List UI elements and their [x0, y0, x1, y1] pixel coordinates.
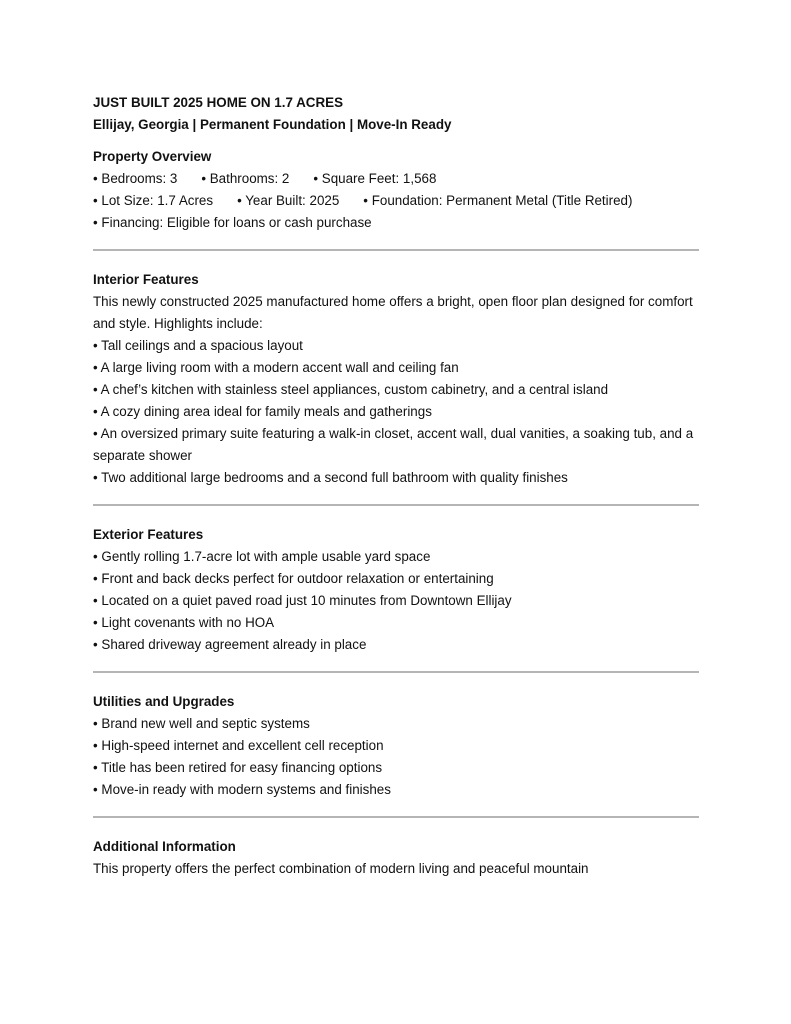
overview-year-built: • Year Built: 2025 — [237, 193, 340, 208]
overview-row — [93, 190, 699, 212]
list-item: • An oversized primary suite featuring a walk-in closet, accent wall, dual vanities, a soaking tub, and a separate shower — [93, 426, 694, 463]
list-item: • A chef’s kitchen with stainless steel appliances, custom cabinetry, and a central island — [93, 382, 609, 397]
list-item: • Two additional large bedrooms and a second full bathroom with quality finishes — [93, 470, 568, 485]
list-item: • Light covenants with no HOA — [93, 615, 275, 630]
list-item: • A cozy dining area ideal for family meals and gatherings — [93, 404, 432, 419]
section-divider — [93, 249, 699, 251]
section-divider — [93, 671, 699, 673]
section-additional-information — [93, 836, 699, 880]
section-exterior-features — [93, 524, 699, 656]
section-heading: Exterior Features — [93, 527, 204, 542]
overview-financing: • Financing: Eligible for loans or cash purchase — [93, 215, 372, 230]
listing-subtitle: Ellijay, Georgia | Permanent Foundation | Move-In Ready — [93, 117, 452, 132]
section-divider — [93, 816, 699, 818]
list-item: • Front and back decks perfect for outdoor relaxation or entertaining — [93, 571, 494, 586]
section-interior-features — [93, 269, 699, 489]
interior-intro: This newly constructed 2025 manufactured home offers a bright, open floor plan designed for comfort and style. Highlights include: — [93, 294, 693, 331]
section-utilities-upgrades — [93, 691, 699, 801]
listing-title: JUST BUILT 2025 HOME ON 1.7 ACRES — [93, 95, 344, 110]
list-item: • Shared driveway agreement already in place — [93, 637, 367, 652]
overview-row — [93, 168, 699, 190]
list-item: • High-speed internet and excellent cell reception — [93, 738, 384, 753]
list-item: • Brand new well and septic systems — [93, 716, 310, 731]
overview-square-feet: • Square Feet: 1,568 — [313, 171, 437, 186]
section-property-overview — [93, 146, 699, 234]
list-item: • Tall ceilings and a spacious layout — [93, 338, 303, 353]
section-heading: Interior Features — [93, 272, 199, 287]
list-item: • Title has been retired for easy financing options — [93, 760, 383, 775]
overview-lot-size: • Lot Size: 1.7 Acres — [93, 193, 214, 208]
list-item: • A large living room with a modern accent wall and ceiling fan — [93, 360, 459, 375]
overview-foundation: • Foundation: Permanent Metal (Title Retired) — [363, 193, 633, 208]
section-heading: Utilities and Upgrades — [93, 694, 235, 709]
document-page — [93, 92, 699, 880]
section-heading: Property Overview — [93, 149, 212, 164]
overview-bathrooms: • Bathrooms: 2 — [201, 171, 290, 186]
overview-bedrooms: • Bedrooms: 3 — [93, 171, 178, 186]
section-divider — [93, 504, 699, 506]
additional-text: This property offers the perfect combination of modern living and peaceful mountain — [93, 861, 589, 876]
list-item: • Located on a quiet paved road just 10 minutes from Downtown Ellijay — [93, 593, 512, 608]
list-item: • Move-in ready with modern systems and finishes — [93, 782, 391, 797]
section-heading: Additional Information — [93, 839, 236, 854]
list-item: • Gently rolling 1.7-acre lot with ample usable yard space — [93, 549, 431, 564]
